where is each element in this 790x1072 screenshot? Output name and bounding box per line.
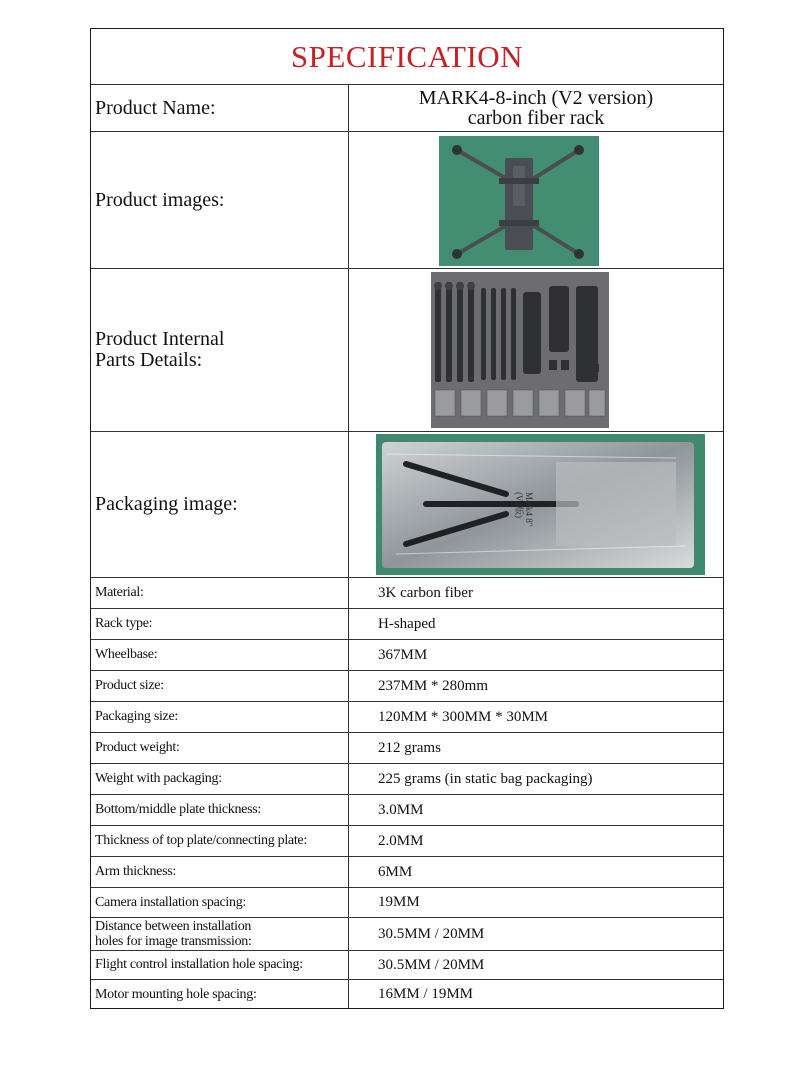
spec-label: Product size:: [95, 678, 164, 693]
internal-parts-label-line2: Parts Details:: [95, 349, 203, 371]
internal-parts-label: [95, 269, 345, 431]
spec-row: [91, 857, 723, 888]
spec-value: 367MM: [378, 646, 428, 663]
product-name-label: Product Name:: [95, 96, 216, 119]
spec-row: [91, 578, 723, 609]
spec-row: [91, 702, 723, 733]
spec-label: Wheelbase:: [95, 647, 158, 662]
spec-value: 30.5MM / 20MM: [378, 925, 485, 942]
spec-value: 237MM * 280mm: [378, 677, 489, 694]
spec-label: Flight control installation hole spacing:: [95, 957, 303, 972]
product-name-line2: carbon fiber rack: [467, 107, 605, 129]
spec-label: Product weight:: [95, 740, 180, 755]
packaging-image-row: [91, 432, 723, 578]
product-name-line1: MARK4-8-inch (V2 version): [418, 87, 654, 109]
spec-row: [91, 671, 723, 702]
title-row: [91, 29, 723, 85]
spec-label: Bottom/middle plate thickness:: [95, 802, 261, 817]
spec-row: [91, 888, 723, 918]
spec-label: [95, 918, 345, 950]
spec-label-line1: Distance between installation: [95, 919, 252, 934]
spec-value: 120MM * 300MM * 30MM: [378, 708, 549, 725]
bag-label-line2: (V2版): [514, 492, 524, 518]
spec-row: [91, 795, 723, 826]
spec-label: Weight with packaging:: [95, 771, 222, 786]
spec-value: H-shaped: [378, 615, 436, 632]
spec-label: Motor mounting hole spacing:: [95, 986, 257, 1002]
product-image: [439, 136, 599, 266]
spec-value: 225 grams (in static bag packaging): [378, 770, 593, 787]
internal-parts-label-line1: Product Internal: [95, 328, 225, 350]
spec-row: [91, 918, 723, 951]
spec-label: Packaging size:: [95, 709, 178, 724]
internal-parts-image: [431, 272, 609, 428]
spec-value: 3.0MM: [378, 801, 424, 818]
spec-label: Arm thickness:: [95, 864, 176, 879]
spec-value: 19MM: [378, 894, 420, 910]
spec-row: [91, 764, 723, 795]
spec-value: 6MM: [378, 863, 413, 880]
spec-value: 16MM / 19MM: [378, 986, 474, 1002]
product-images-label: Product images:: [95, 188, 225, 211]
spec-label: Camera installation spacing:: [95, 894, 247, 910]
bag-label-line1: Mark4 8": [524, 492, 534, 527]
packaging-image-label: Packaging image:: [95, 493, 238, 515]
spec-label: Rack type:: [95, 616, 153, 631]
spec-value: 30.5MM / 20MM: [378, 956, 485, 973]
spec-row: [91, 951, 723, 980]
product-images-row: [91, 132, 723, 269]
spec-sheet: [90, 28, 724, 1009]
spec-row: [91, 980, 723, 1009]
page-title: SPECIFICATION: [290, 39, 524, 74]
spec-row: [91, 826, 723, 857]
spec-row: [91, 733, 723, 764]
spec-value: 2.0MM: [378, 832, 424, 849]
packaging-image: [376, 434, 705, 575]
spec-value: 212 grams: [378, 739, 441, 756]
spec-value: 3K carbon fiber: [378, 584, 473, 601]
spec-row: [91, 609, 723, 640]
spec-label: Material:: [95, 585, 144, 600]
spec-label-line2: holes for image transmission:: [95, 934, 252, 949]
product-name-value: [349, 85, 723, 131]
product-name-row: [91, 85, 723, 132]
spec-row: [91, 640, 723, 671]
column-divider: [348, 85, 349, 1008]
internal-parts-row: [91, 269, 723, 432]
spec-label: Thickness of top plate/connecting plate:: [95, 833, 307, 848]
